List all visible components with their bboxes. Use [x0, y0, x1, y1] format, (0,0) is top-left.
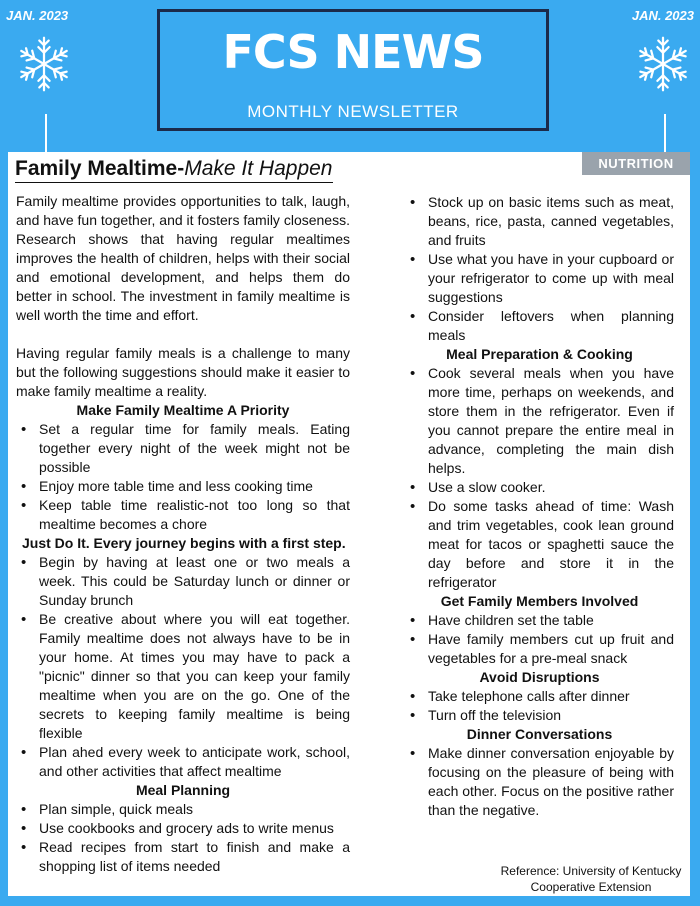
headline-sub: Make It Happen — [184, 157, 333, 180]
reference-line: Reference: University of Kentucky — [500, 864, 682, 878]
tips-list — [405, 611, 674, 668]
list-item: • Use a slow cooker. — [405, 478, 674, 497]
decorative-line — [45, 114, 47, 152]
reference-note — [480, 863, 700, 895]
list-item: • Enjoy more table time and less cooking time — [16, 477, 350, 496]
section-heading: Meal Planning — [135, 782, 231, 798]
issue-date-right: JAN. 2023 — [631, 8, 694, 23]
tips-list — [405, 193, 674, 345]
list-item: • Turn off the television — [405, 706, 674, 725]
list-item: • Plan ahed every week to anticipate work, school, and other activities that affect mealtime — [16, 743, 350, 781]
article-headline — [15, 157, 333, 183]
column-left — [16, 192, 350, 876]
list-item: • Keep table time realistic-not too long so that mealtime becomes a chore — [16, 496, 350, 534]
intro-paragraph: Having regular family meals is a challenge to many but the following suggestions should make it easier to make family mealtime a reality. — [16, 345, 350, 399]
tips-list — [405, 364, 674, 592]
list-item: • Stock up on basic items such as meat, beans, rice, pasta, canned vegetables, and fruits — [405, 193, 674, 250]
list-item: • Make dinner conversation enjoyable by focusing on the pleasure of being with each other. Focus on the positive rather than the negative. — [405, 744, 674, 820]
column-right — [405, 193, 674, 820]
masthead — [157, 9, 549, 131]
list-item: • Use what you have in your cupboard or your refrigerator to come up with meal suggestions — [405, 250, 674, 307]
section-heading: Just Do It. Every journey begins with a first step. — [22, 535, 346, 551]
section-tag: NUTRITION — [582, 152, 690, 175]
tips-list — [16, 553, 350, 781]
list-item: • Have family members cut up fruit and vegetables for a pre-meal snack — [405, 630, 674, 668]
section-heading: Get Family Members Involved — [440, 593, 639, 609]
list-item: • Cook several meals when you have more time, perhaps on weekends, and store them in the refrigerator. Even if you cannot prepare the entire meal in advance, completing the main dish helps. — [405, 364, 674, 478]
snowflake-icon — [14, 32, 74, 96]
list-item: • Use cookbooks and grocery ads to write menus — [16, 819, 350, 838]
list-item: • Consider leftovers when planning meals — [405, 307, 674, 345]
newsletter-subtitle: MONTHLY NEWSLETTER — [247, 102, 459, 121]
list-item: • Be creative about where you will eat together. Family mealtime does not always have to be in your home. At times you may have to pack a "picnic" dinner so that you can keep your family mealtime when you are on the go. One of the secrets to keeping family mealtime is being flexible — [16, 610, 350, 743]
list-item: • Do some tasks ahead of time: Wash and trim vegetables, cook lean ground meat for tacos or spaghetti sauce the day before and store it in the refrigerator — [405, 497, 674, 592]
list-item: • Have children set the table — [405, 611, 674, 630]
tips-list — [16, 800, 350, 876]
section-heading: Avoid Disruptions — [479, 669, 600, 685]
intro-paragraph: Family mealtime provides opportunities to talk, laugh, and have fun together, and it fosters family closeness. Research shows that having regular mealtimes improves the health of children, helps with their social and emotional development, and helps them do better in school. The investment in family mealtime is well worth the time and effort. — [16, 193, 350, 323]
tips-list — [405, 744, 674, 820]
issue-date-left: JAN. 2023 — [6, 8, 69, 23]
list-item: • Read recipes from start to finish and make a shopping list of items needed — [16, 838, 350, 876]
list-item: • Begin by having at least one or two meals a week. This could be Saturday lunch or dinner or Sunday brunch — [16, 553, 350, 610]
list-item: • Set a regular time for family meals. Eating together every night of the week might not be possible — [16, 420, 350, 477]
tips-list — [405, 687, 674, 725]
tips-list — [16, 420, 350, 534]
list-item: • Take telephone calls after dinner — [405, 687, 674, 706]
section-heading: Meal Preparation & Cooking — [446, 346, 633, 362]
section-heading: Make Family Mealtime A Priority — [76, 402, 290, 418]
headline-main: Family Mealtime- — [15, 157, 185, 180]
snowflake-icon — [633, 32, 693, 96]
decorative-line — [664, 114, 666, 152]
section-heading: Dinner Conversations — [466, 726, 613, 742]
reference-line: Cooperative Extension — [530, 880, 652, 894]
newsletter-title: FCS NEWS — [222, 25, 484, 79]
list-item: • Plan simple, quick meals — [16, 800, 350, 819]
